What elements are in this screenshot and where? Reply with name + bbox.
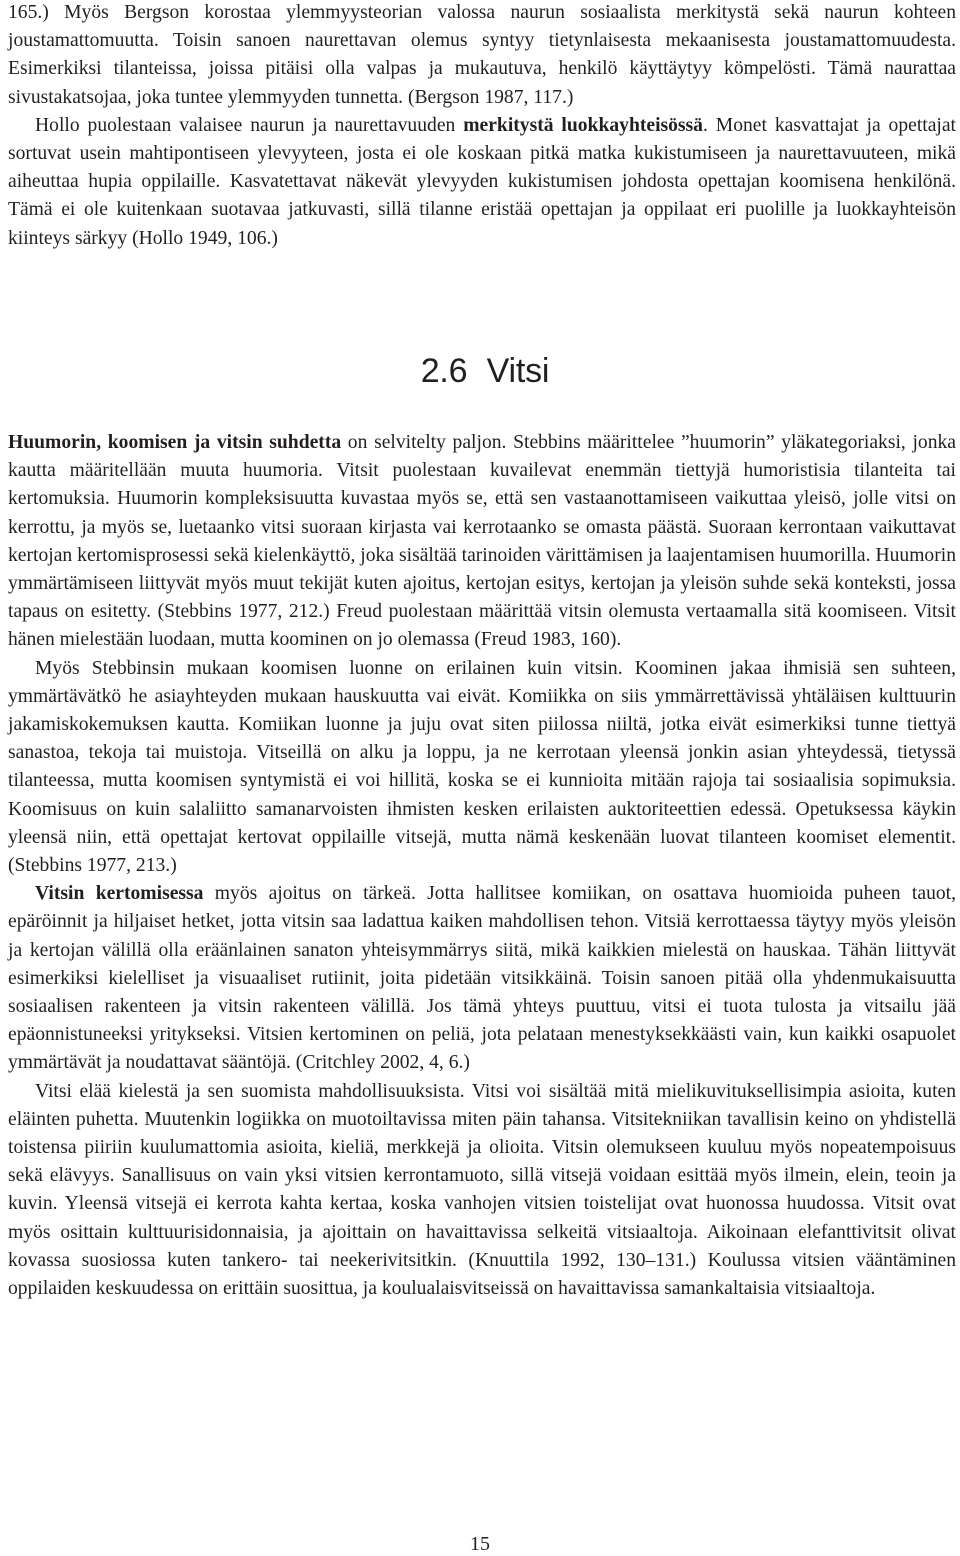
opening-text <box>8 0 956 253</box>
section-number: 2.6 <box>420 352 468 390</box>
paragraph <box>8 429 956 655</box>
paragraph-rest: on selvitelty paljon. Stebbins määrittelee ”huumorin” yläkategoriaksi, jonka kautta määritellään muuta huumoria. Vitsit puolestaan kuvailevat enemmän tiettyjä humoristisia tilanteita tai kertomuksia. Huumorin kompleksisuutta kuvastaa myös se, että sen vastaanottamiseen vaikuttaa yleisö, jolle vitsi on kerrottu, ja myös se, luetaanko vitsi suoraan kirjasta vai kerrotaanko se omasta päästä. Suoraan kerrontaan vaikuttavat kertojan kertomisprosessi sekä kielenkäyttö, joka sisältää tarinoiden värittämisen ja laajentamisen huumorilla. Huumorin ymmärtämiseen liittyvät myös muut tekijät kuten ajoitus, kertojan esitys, kertojan ja yleisön suhde sekä konteksti, jossa tapaus on esitetty. (Stebbins 1977, 212.) Freud puolestaan määrittää vitsin olemusta vertaamalla sitä koomiseen. Vitsit hänen mielestään luodaan, mutta koominen on jo olemassa (Freud 1983, 160). <box>8 432 956 651</box>
paragraph <box>8 880 956 1077</box>
section-body <box>8 429 956 1303</box>
paragraph: Vitsi elää kielestä ja sen suomista mahdollisuuksista. Vitsi voi sisältää mitä mielikuvituksellisimpia asioita, kuten eläinten puhetta. Muutenkin logiikka on muotoiltavissa miten päin tahansa. Vitsitekniikan tavallisin keino on yhdistellä toistensa piiriin kuulumattomia asioita, kieliä, merkkejä ja olioita. Vitsin olemukseen kuuluu myös nopeatempoisuus sekä elävyys. Sanallisuus on vain yksi vitsien kerrontamuoto, sillä vitsejä voidaan esittää myös ilmein, elein, teoin ja kuvin. Yleensä vitsejä ei kerrota kahta kertaa, koska vanhojen vitsien toistelijat ovat huonossa huudossa. Vitsit ovat myös osittain kulttuurisidonnaisia, ja ajoittain on havaittavissa selkeitä vitsiaaltoja. Aikoinaan elefanttivitsit olivat kovassa suosiossa kuten tankero- tai neekerivitsitkin. (Knuuttila 1992, 130–131.) Koulussa vitsien vääntäminen oppilaiden keskuudessa on erittäin suosittua, ja koulualaisvitseissä on havaittavissa samankaltaisia vitsiaaltoja. <box>8 1080 956 1300</box>
page-number: 15 <box>470 1533 490 1555</box>
paragraph: Myös Stebbinsin mukaan koomisen luonne on erilainen kuin vitsin. Koominen jakaa ihmisiä sen suhteen, ymmärtävätkö he asiayhteyden mukaan hauskuutta vai eivät. Komiikka on siis ymmärrettävissä yhtäläisen kulttuurin jakamiskokemuksen kautta. Komiikan luonne ja juju ovat siten piilossa niiltä, jotka eivät esimerkiksi tunne tiettyä sanastoa, tekoja tai muistoja. Vitseillä on alku ja loppu, ja ne kerrotaan yleensä jonkin asian yhteydessä, tietyssä tilanteessa, mutta koomisen syntymistä ei voi hillitä, koska se ei kunnioita mitään rajoja tai sosiaalisia sopimuksia. Koomisuus on kuin salaliitto samanarvoisten ihmisten kesken erilaisten auktoriteettien edessä. Opetuksessa käykin yleensä niin, että opettajat kertovat oppilaille vitsejä, mutta nämä keskenään luovat tilanteen koomiset elementit. (Stebbins 1977, 213.) <box>8 657 956 877</box>
paragraph <box>8 112 956 253</box>
bold-phrase: Huumorin, koomisen ja vitsin suhdetta <box>8 432 342 453</box>
paragraph: 165.) Myös Bergson korostaa ylemmyysteorian valossa naurun sosiaalista merkitystä sekä naurun kohteen joustamattomuutta. Toisin sanoen naurettavan olemus syntyy tietynlaisesta mekaanisesta joustamattomuudesta. Esimerkiksi tilanteissa, joissa pitäisi olla valpas ja mukautuva, henkilö käyttäytyy kömpelösti. Tämä naurattaa sivustakatsojaa, joka tuntee ylemmyyden tunnetta. (Bergson 1987, 117.) <box>8 2 956 108</box>
bold-phrase: Vitsin kertomisessa <box>35 883 204 905</box>
section-heading <box>0 349 960 393</box>
paragraph-rest: . Monet kasvattajat ja opettajat sortuvat usein mahtipontiseen ylevyyteen, josta ei ole koskaan pitkä matka kukistumiseen ja naurettavuuteen, mikä aiheuttaa hupia oppilaille. Kasvatettavat näkevät ylevyyden kukistumisen johdosta opettajan koomisena henkilönä. Tämä ei ole kuitenkaan suotavaa jatkuvasti, sillä tilanne eristää opettajan ja oppilaat eri puolille ja luokkayhteisön kiinteys särkyy (Hollo 1949, 106.) <box>8 114 956 249</box>
paragraph-start: Hollo puolestaan valaisee naurun ja naurettavuuden <box>35 114 464 136</box>
paragraph-rest: myös ajoitus on tärkeä. Jotta hallitsee komiikan, on osattava huomioida puheen tauot, epäröinnit ja hiljaiset hetket, jotta vitsin saa ladattua kaiken mahdollisen tehon. Vitsiä kerrottaessa täytyy myös yleisön ja kertojan välillä olla eräänlainen sanaton yhteisymmärrys siitä, mikä kaikkien mielestä on hauskaa. Tähän liittyvät esimerkiksi kielelliset ja visuaaliset rutiinit, joita pidetään vitsikkäinä. Toisin sanoen pitää olla yhdenmukaisuutta sosiaalisen rakenteen ja vitsin rakenteen välillä. Jos tämä yhteys puuttuu, vitsi ei tuota tulosta ja vitsailu jää epäonnistuneeksi yritykseksi. Vitsien kertominen on peliä, jota pelataan menestyksekkäästi vain, kun kaikki osapuolet ymmärtävät ja noudattavat sääntöjä. (Critchley 2002, 4, 6.) <box>8 883 956 1074</box>
bold-phrase: merkitystä luokkayhteisössä <box>463 114 703 136</box>
section-title: Vitsi <box>486 352 550 390</box>
